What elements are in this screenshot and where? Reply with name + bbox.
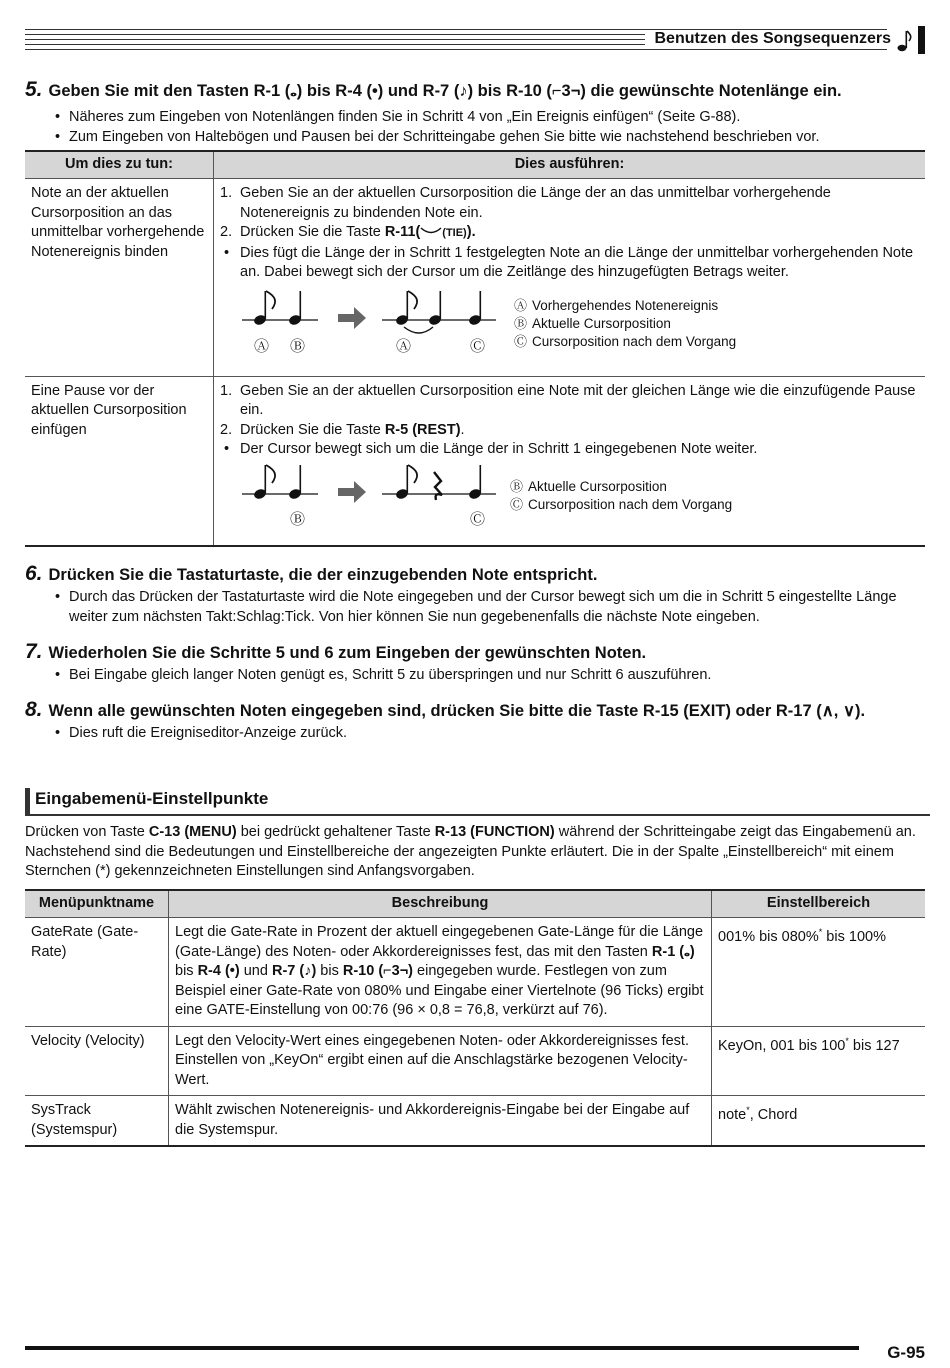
step-number: 7. — [25, 640, 43, 663]
key-name: R-1 (𝅝) — [651, 943, 695, 960]
list-number: 1. — [220, 382, 233, 399]
quarter-note-icon — [468, 465, 482, 500]
range-cell — [712, 918, 926, 1027]
table-row — [25, 918, 925, 1027]
step-title: Geben Sie mit den Tasten R-1 (𝅝) bis R-4 (•) und R-7 (♪) bis R-10 (⌐3¬) die gewünschte Notenlänge ein. — [48, 82, 842, 100]
tie-label: (TIE) — [442, 227, 467, 239]
description-cell: Wählt zwischen Notenereignis- und Akkordereignis-Eingabe bei der Eingabe auf die Systemspur. — [169, 1096, 712, 1147]
header-bar — [918, 26, 925, 54]
rest-diagram — [220, 460, 919, 540]
step-title: Drücken Sie die Tastaturtaste, die der einzugebenden Note entspricht. — [48, 566, 598, 584]
menu-table — [25, 889, 925, 1147]
circle-label: Ⓒ — [470, 509, 486, 528]
desc-text: eingegeben wurde. Festlegen von zum Beispiel einer Gate-Rate von 080% und Eingabe einer Viertelnote (96 Ticks) ergibt eine GATE-Einstellung von 00:76 (96 × 0,8 = 76,8, verkürzt auf 76). — [175, 963, 704, 1018]
step-number: 8. — [25, 698, 43, 721]
list-text: . — [460, 421, 465, 438]
footer-rule — [25, 1346, 859, 1350]
range-text: , Chord — [749, 1106, 798, 1123]
table-header: Dies ausführen: — [214, 151, 926, 179]
table-header: Um dies zu tun: — [25, 151, 214, 179]
action-cell — [214, 376, 926, 546]
range-text: KeyOn, 001 bis 100 — [718, 1037, 846, 1054]
step-heading — [25, 700, 925, 721]
key-name: R-10 (⌐3¬) — [342, 963, 413, 979]
legend-key: Ⓑ — [510, 478, 524, 494]
section-heading — [25, 788, 930, 816]
desc-text: bis — [175, 963, 198, 979]
list-number: 2. — [220, 224, 233, 240]
desc-text: Legt die Gate-Rate in Prozent der aktuell eingegebenen Gate-Länge für die Länge (Gate-Länge) des Noten- oder Akkordereignisses fest, das mit den Tasten — [175, 924, 704, 960]
quarter-note-icon — [468, 291, 482, 326]
step-number: 6. — [25, 562, 43, 585]
tie-icon — [420, 226, 442, 236]
legend-text: Cursorposition nach dem Vorgang — [532, 333, 737, 349]
list-text: Drücken Sie die Taste — [240, 421, 385, 438]
section-intro — [25, 823, 925, 882]
table-row — [25, 179, 925, 377]
step-number: 5. — [25, 78, 43, 101]
action-cell — [214, 179, 926, 377]
step-heading — [25, 564, 925, 585]
list-text: Geben Sie an der aktuellen Cursorposition eine Note mit der gleichen Länge wie die einzufügende Pause ein. — [240, 382, 916, 418]
tie-diagram — [220, 283, 919, 371]
list-text: Geben Sie an der aktuellen Cursorposition die Länge der an das unmittelbar vorhergehende Notenereignis zu bindenden Note ein. — [240, 185, 831, 221]
menu-name-cell: SysTrack (Systemspur) — [25, 1096, 169, 1147]
arrow-right-icon — [338, 481, 366, 503]
desc-text: und — [239, 963, 272, 979]
diagram-legend — [514, 297, 736, 351]
note-icon — [897, 29, 913, 53]
range-cell — [712, 1096, 926, 1147]
default-marker: * — [746, 1105, 750, 1115]
legend-text: Cursorposition nach dem Vorgang — [528, 496, 733, 512]
default-marker: * — [845, 1035, 849, 1046]
table-row — [25, 1026, 925, 1096]
quarter-note-icon — [288, 465, 302, 500]
circle-label: Ⓒ — [470, 336, 486, 355]
range-text: note — [718, 1106, 747, 1123]
intro-text: während der Schritteingabe zeigt das Eingabemenü an. Nachstehend sind die Bedeutungen und Einstellbereiche der angezeigten Punkte erläutert. Die in der Spalte „Einstellbereich“ mit einem Sternchen (*) gekennzeichneten Einstellungen sind Anfangsvorgaben. — [25, 824, 916, 879]
range-text: bis 100% — [822, 928, 886, 945]
table-header: Menüpunktname — [25, 890, 169, 918]
list-number: 1. — [220, 185, 233, 201]
bullet: • Dies fügt die Länge der in Schritt 1 festgelegten Note an die Länge der unmittelbar vorhergehenden Note an. Dabei bewegt sich der Cursor um die Zeitlänge des hinzugefügten Betrags weiter. — [220, 244, 919, 283]
todo-cell: Eine Pause vor der aktuellen Cursorposition einfügen — [25, 376, 214, 546]
key-name: R-13 (FUNCTION) — [434, 824, 555, 840]
bullet: • Dies ruft die Ereigniseditor-Anzeige zurück. — [25, 723, 925, 743]
menu-name-cell: Velocity (Velocity) — [25, 1026, 169, 1096]
range-text: bis 127 — [848, 1037, 900, 1054]
rest-icon — [434, 472, 442, 500]
table-row — [25, 1096, 925, 1147]
bullet: • Der Cursor bewegt sich um die Länge der in Schritt 1 eingegebenen Note weiter. — [220, 440, 919, 460]
procedure-table — [25, 150, 925, 547]
step-6 — [25, 564, 925, 627]
circle-label: Ⓐ — [396, 336, 412, 355]
key-name: R-7 (♪) — [271, 963, 317, 979]
key-name: R-11( — [384, 224, 421, 240]
step-8 — [25, 700, 925, 743]
desc-text: bis — [316, 963, 343, 979]
step-5 — [25, 80, 925, 147]
eighth-note-icon — [253, 291, 275, 326]
step-7 — [25, 642, 925, 685]
default-marker: * — [818, 927, 823, 937]
quarter-note-icon — [288, 291, 302, 326]
description-cell — [169, 918, 712, 1027]
menu-name-cell: GateRate (Gate-Rate) — [25, 918, 169, 1027]
key-name: R-4 (•) — [197, 963, 240, 979]
section-title: Eingabemenü-Einstellpunkte — [35, 789, 269, 808]
description-cell: Legt den Velocity-Wert eines eingegebenen Noten- oder Akkordereignisses fest. Einstellen von „KeyOn“ ergibt einen auf die Anschlagstärke bezogenen Velocity-Wert. — [169, 1026, 712, 1096]
key-name: R-5 (REST) — [384, 421, 461, 438]
eighth-note-icon — [253, 465, 275, 500]
bullet: • Zum Eingeben von Haltebögen und Pausen bei der Schritteingabe gehen Sie bitte wie nachstehend beschrieben vor. — [25, 127, 925, 147]
list-number: 2. — [220, 421, 233, 438]
page-number: G-95 — [887, 1343, 925, 1362]
step-heading — [25, 642, 925, 663]
circle-label: Ⓑ — [290, 336, 306, 355]
circle-label: Ⓑ — [290, 509, 306, 528]
diagram-legend — [510, 478, 732, 514]
quarter-note-icon — [428, 291, 442, 326]
key-name: C-13 (MENU) — [148, 824, 237, 840]
tie-arc — [404, 327, 433, 333]
page-header — [25, 26, 925, 54]
legend-text: Aktuelle Cursorposition — [528, 478, 667, 494]
list-text: Drücken Sie die Taste — [240, 224, 385, 240]
table-header: Einstellbereich — [712, 890, 926, 918]
legend-key: Ⓒ — [510, 496, 524, 512]
legend-key: Ⓑ — [514, 315, 528, 331]
arrow-right-icon — [338, 307, 366, 329]
legend-text: Aktuelle Cursorposition — [532, 315, 671, 331]
header-title: Benutzen des Songsequenzers — [645, 30, 892, 48]
eighth-note-icon — [395, 291, 417, 326]
circle-label: Ⓐ — [254, 336, 270, 355]
todo-cell: Note an der aktuellen Cursorposition an das unmittelbar vorhergehende Notenereignis binden — [25, 179, 214, 377]
range-text: 001% bis 080% — [718, 928, 819, 945]
legend-key: Ⓒ — [514, 333, 528, 349]
eighth-note-icon — [395, 465, 417, 500]
table-header: Beschreibung — [169, 890, 712, 918]
table-row — [25, 376, 925, 546]
legend-text: Vorhergehendes Notenereignis — [532, 297, 719, 313]
step-heading — [25, 80, 925, 101]
range-cell — [712, 1026, 926, 1096]
bullet: • Durch das Drücken der Tastaturtaste wird die Note eingegeben und der Cursor bewegt sich um die in Schritt 5 eingestellte Länge weiter zum nächsten Takt:Schlag:Tick. Von hier können Sie nun gegebenenfalls die nächste Note eingeben. — [25, 587, 925, 627]
intro-text: Drücken von Taste — [25, 824, 149, 840]
step-title: Wenn alle gewünschten Noten eingegeben sind, drücken Sie bitte die Taste R-15 (EXIT) oder R-17 (∧, ∨). — [48, 702, 866, 720]
bullet: • Näheres zum Eingeben von Notenlängen finden Sie in Schritt 4 von „Ein Ereignis einfügen“ (Seite G-88). — [25, 107, 925, 127]
intro-text: bei gedrückt gehaltener Taste — [236, 824, 435, 840]
step-title: Wiederholen Sie die Schritte 5 und 6 zum Eingeben der gewünschten Noten. — [48, 644, 647, 662]
bullet: • Bei Eingabe gleich langer Noten genügt es, Schritt 5 zu überspringen und nur Schritt 6 auszuführen. — [25, 665, 925, 685]
list-text: ). — [466, 224, 476, 240]
legend-key: Ⓐ — [514, 297, 528, 313]
